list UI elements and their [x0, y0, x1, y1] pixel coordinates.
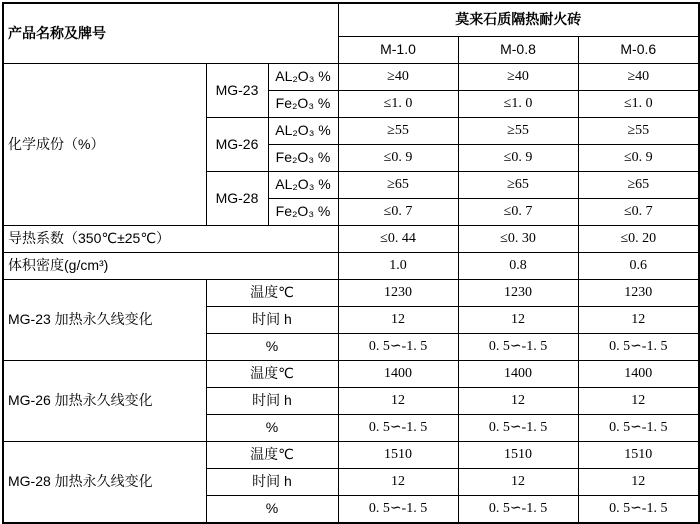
value-cell: 0. 5∽-1. 5 — [458, 415, 578, 442]
value-cell: 12 — [578, 388, 699, 415]
value-cell: 0. 5∽-1. 5 — [338, 496, 458, 524]
grade-column-header-m08: M-0.8 — [458, 37, 578, 64]
value-cell: 1230 — [338, 280, 458, 307]
value-cell: 0. 5∽-1. 5 — [578, 334, 699, 361]
param-item-label-time: 时间 h — [206, 469, 338, 496]
thermal-conductivity-label: 导热系数（350℃±25℃） — [3, 226, 338, 253]
grade-column-header-m10: M-1.0 — [338, 37, 458, 64]
value-cell: ≤0. 9 — [458, 145, 578, 172]
value-cell: ≤1. 0 — [458, 91, 578, 118]
value-cell: 1510 — [338, 442, 458, 469]
value-cell: ≤0. 44 — [338, 226, 458, 253]
value-cell: 0. 5∽-1. 5 — [578, 496, 699, 524]
grade-group-label-mg28: MG-28 — [206, 172, 268, 226]
grade-group-label-mg23: MG-23 — [206, 64, 268, 118]
oxide-item-label: AL₂O₃ % — [268, 172, 338, 199]
value-cell: 12 — [338, 307, 458, 334]
value-cell: 12 — [458, 469, 578, 496]
value-cell: ≥40 — [458, 64, 578, 91]
value-cell: ≤0. 7 — [578, 199, 699, 226]
linear-change-section-label-mg23: MG-23 加热永久线变化 — [3, 280, 206, 361]
oxide-item-label: AL₂O₃ % — [268, 118, 338, 145]
linear-change-section-label-mg26: MG-26 加热永久线变化 — [3, 361, 206, 442]
param-item-label-percent: % — [206, 334, 338, 361]
value-cell: ≥55 — [338, 118, 458, 145]
value-cell: 1230 — [578, 280, 699, 307]
value-cell: 1400 — [458, 361, 578, 388]
value-cell: 1400 — [338, 361, 458, 388]
value-cell: ≤0. 7 — [338, 199, 458, 226]
oxide-item-label: AL₂O₃ % — [268, 64, 338, 91]
value-cell: ≥65 — [578, 172, 699, 199]
value-cell: ≥65 — [458, 172, 578, 199]
value-cell: ≥40 — [578, 64, 699, 91]
value-cell: 0. 5∽-1. 5 — [458, 334, 578, 361]
oxide-item-label: Fe₂O₃ % — [268, 145, 338, 172]
value-cell: ≤1. 0 — [338, 91, 458, 118]
param-item-label-time: 时间 h — [206, 388, 338, 415]
value-cell: 0.8 — [458, 253, 578, 280]
param-item-label-temperature: 温度℃ — [206, 280, 338, 307]
value-cell: ≤0. 30 — [458, 226, 578, 253]
value-cell: ≤0. 7 — [458, 199, 578, 226]
chemical-section-label: 化学成份（%） — [3, 64, 206, 226]
value-cell: ≥40 — [338, 64, 458, 91]
param-item-label-percent: % — [206, 415, 338, 442]
value-cell: ≥55 — [458, 118, 578, 145]
value-cell: ≥65 — [338, 172, 458, 199]
bulk-density-label: 体积密度(g/cm³) — [3, 253, 338, 280]
value-cell: 1.0 — [338, 253, 458, 280]
oxide-item-label: Fe₂O₃ % — [268, 199, 338, 226]
value-cell: 1400 — [578, 361, 699, 388]
value-cell: 1510 — [458, 442, 578, 469]
brick-type-header-cell: 莫来石质隔热耐火砖 — [338, 3, 699, 37]
value-cell: 12 — [338, 388, 458, 415]
value-cell: ≤0. 20 — [578, 226, 699, 253]
value-cell: 12 — [338, 469, 458, 496]
value-cell: ≤0. 9 — [338, 145, 458, 172]
value-cell: 1510 — [578, 442, 699, 469]
grade-group-label-mg26: MG-26 — [206, 118, 268, 172]
value-cell: ≤0. 9 — [578, 145, 699, 172]
value-cell: 0.6 — [578, 253, 699, 280]
value-cell: 12 — [578, 469, 699, 496]
product-name-header-cell: 产品名称及牌号 — [3, 3, 338, 64]
param-item-label-time: 时间 h — [206, 307, 338, 334]
value-cell: 0. 5∽-1. 5 — [338, 334, 458, 361]
refractory-spec-table — [2, 2, 700, 524]
value-cell: 1230 — [458, 280, 578, 307]
oxide-item-label: Fe₂O₃ % — [268, 91, 338, 118]
param-item-label-temperature: 温度℃ — [206, 442, 338, 469]
value-cell: 12 — [458, 307, 578, 334]
value-cell: ≥55 — [578, 118, 699, 145]
grade-column-header-m06: M-0.6 — [578, 37, 699, 64]
value-cell: 0. 5∽-1. 5 — [458, 496, 578, 524]
value-cell: 0. 5∽-1. 5 — [338, 415, 458, 442]
param-item-label-temperature: 温度℃ — [206, 361, 338, 388]
param-item-label-percent: % — [206, 496, 338, 524]
value-cell: 12 — [578, 307, 699, 334]
value-cell: 0. 5∽-1. 5 — [578, 415, 699, 442]
value-cell: ≤1. 0 — [578, 91, 699, 118]
value-cell: 12 — [458, 388, 578, 415]
linear-change-section-label-mg28: MG-28 加热永久线变化 — [3, 442, 206, 524]
